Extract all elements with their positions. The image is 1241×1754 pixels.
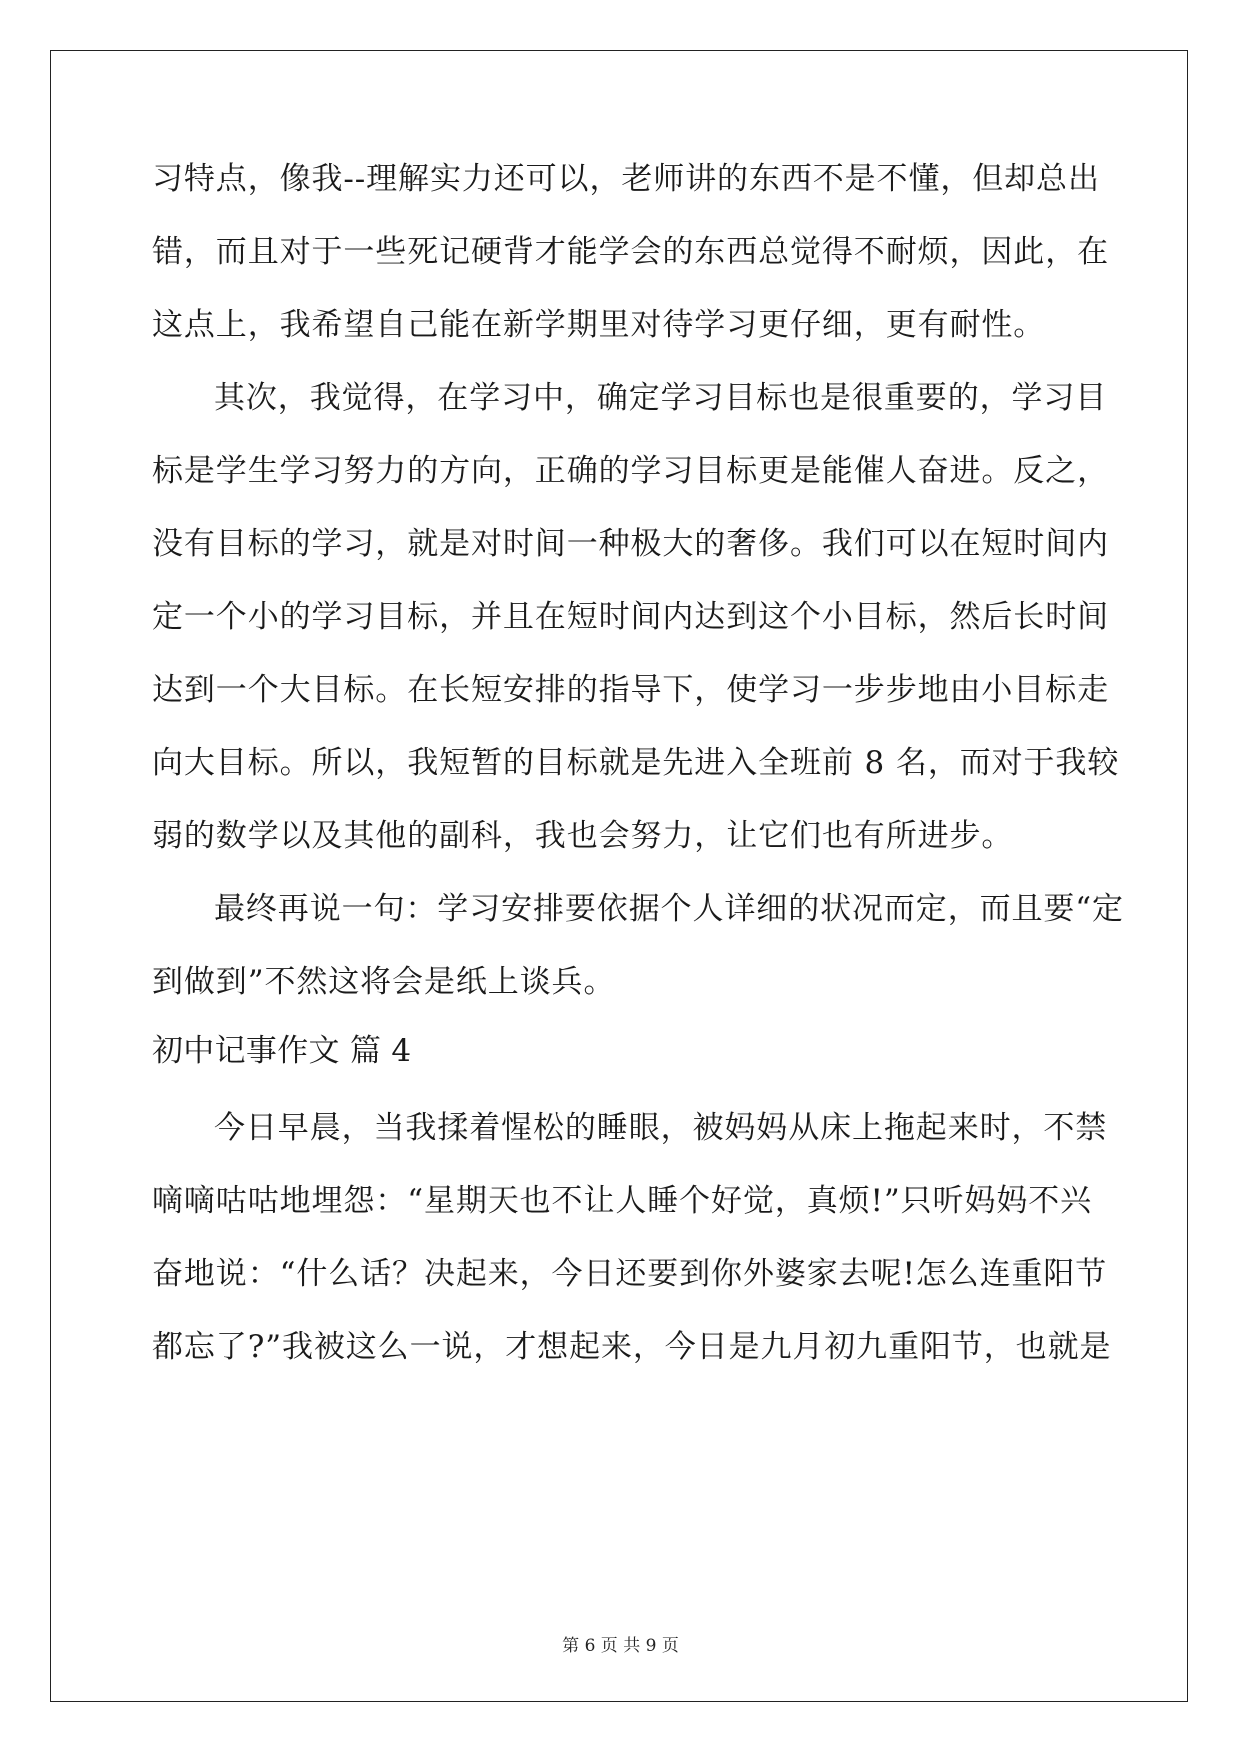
paragraph-2-line-1: 其次，我觉得，在学习中，确定学习目标也是很重要的，学习目 — [214, 380, 1108, 416]
paragraph-3-line-1: 最终再说一句：学习安排要依据个人详细的状况而定，而且要“定 — [214, 891, 1124, 927]
paragraph-2-line-3: 没有目标的学习，就是对时间一种极大的奢侈。我们可以在短时间内 — [152, 526, 1109, 562]
paragraph-4-line-3: 奋地说：“什么话？决起来，今日还要到你外婆家去呢!怎么连重阳节 — [152, 1256, 1108, 1292]
paragraph-2-line-5: 达到一个大目标。在长短安排的指导下，使学习一步步地由小目标走 — [152, 672, 1109, 708]
page-border — [50, 50, 1188, 1702]
paragraph-2-line-2: 标是学生学习努力的方向，正确的学习目标更是能催人奋进。反之， — [152, 453, 1109, 489]
paragraph-2-line-4: 定一个小的学习目标，并且在短时间内达到这个小目标，然后长时间 — [152, 599, 1109, 635]
paragraph-3-line-2: 到做到”不然这将会是纸上谈兵。 — [152, 964, 616, 1000]
page-number-footer: 第 6 页 共 9 页 — [562, 1636, 679, 1656]
paragraph-4-line-2: 嘀嘀咕咕地埋怨：“星期天也不让人睡个好觉，真烦!”只听妈妈不兴 — [152, 1183, 1093, 1219]
paragraph-1-line-3: 这点上，我希望自己能在新学期里对待学习更仔细，更有耐性。 — [152, 307, 1046, 343]
paragraph-4-line-1: 今日早晨，当我揉着惺松的睡眼，被妈妈从床上拖起来时，不禁 — [214, 1110, 1108, 1146]
paragraph-4-line-4: 都忘了?”我被这么一说，才想起来，今日是九月初九重阳节，也就是 — [152, 1329, 1112, 1365]
paragraph-2-line-7: 弱的数学以及其他的副科，我也会努力，让它们也有所进步。 — [152, 818, 1014, 854]
paragraph-1-line-2: 错，而且对于一些死记硬背才能学会的东西总觉得不耐烦，因此，在 — [152, 234, 1109, 270]
section-heading: 初中记事作文 篇 4 — [152, 1033, 412, 1069]
paragraph-2-line-6: 向大目标。所以，我短暂的目标就是先进入全班前 8 名，而对于我较 — [152, 745, 1120, 781]
paragraph-1-line-1: 习特点，像我--理解实力还可以，老师讲的东西不是不懂，但却总出 — [152, 161, 1100, 197]
